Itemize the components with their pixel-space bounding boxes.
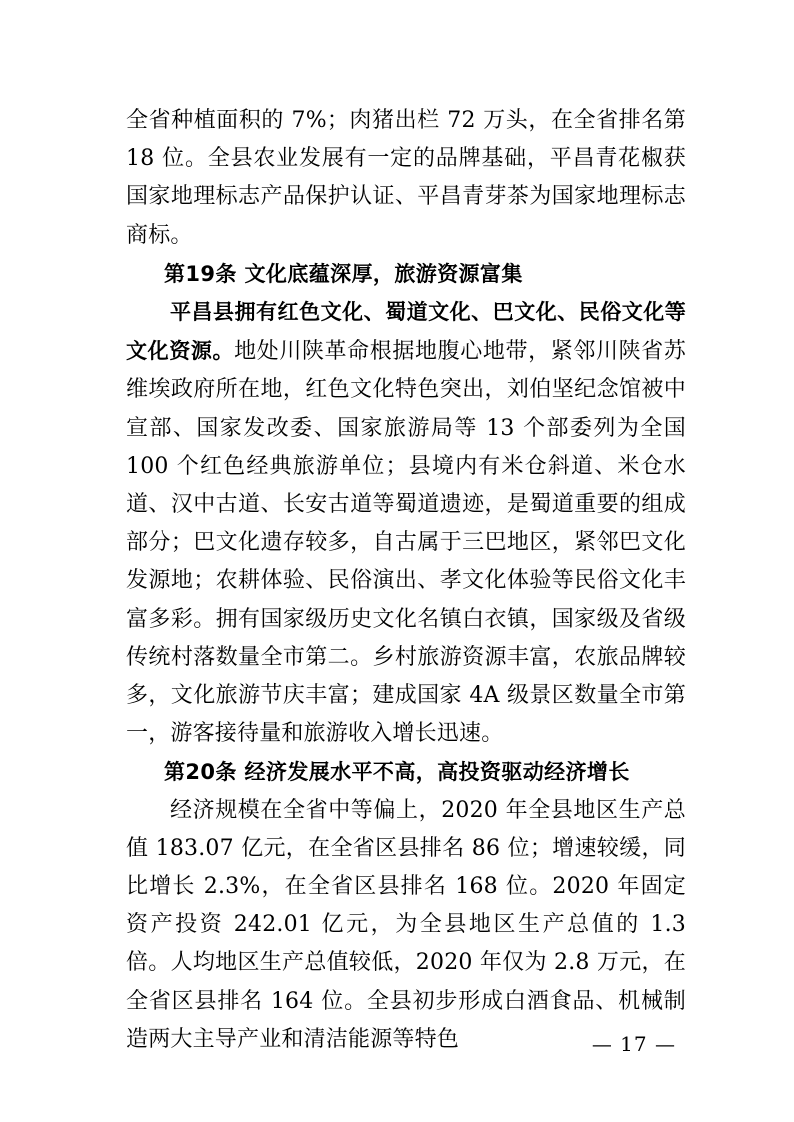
section-20-heading: 第20条 经济发展水平不高，高投资驱动经济增长: [164, 760, 630, 785]
page-number: — 17 —: [591, 1032, 676, 1056]
section-19-paragraph: [126, 293, 686, 753]
document-body: [126, 102, 686, 1059]
section-20-paragraph: 经济规模在全省中等偏上，2020 年全县地区生产总值 183.07 亿元，在全省区县排名 86 位；增速较缓，同比增长 2.3%，在全省区县排名 168 位。2020 年固定资产投资 242.01 亿元，为全县地区生产总值的 1.3 倍。人均地区生产总值较低，2020 年仅为 2.8 万元，在全省区县排名 164 位。全县初步形成白酒食品、机械制造两大主导产业和清洁能源等特色: [126, 797, 686, 1052]
section-19-lead: 平昌县拥有红色文化、蜀道文化、巴文化、民俗文化等文化资源。: [126, 300, 686, 364]
section-19-heading: 第19条 文化底蕴深厚，旅游资源富集: [164, 261, 523, 286]
section-19-body: 地处川陕革命根据地腹心地带，紧邻川陕省苏维埃政府所在地，红色文化特色突出，刘伯坚纪念馆被中宣部、国家发改委、国家旅游局等 13 个部委列为全国 100 个红色经典旅游单位；县境内有米仓斜道、米仓水道、汉中古道、长安古道等蜀道遗迹，是蜀道重要的组成部分；巴文化遗存较多，自古属于三巴地区，紧邻巴文化发源地；农耕体验、民俗演出、孝文化体验等民俗文化丰富多彩。拥有国家级历史文化名镇白衣镇，国家级及省级传统村落数量全市第二。乡村旅游资源丰富，农旅品牌较多，文化旅游节庆丰富；建成国家 4A 级景区数量全市第一，游客接待量和旅游收入增长迅速。: [126, 339, 686, 747]
continuation-paragraph: 全省种植面积的 7%；肉猪出栏 72 万头，在全省排名第 18 位。全县农业发展有一定的品牌基础，平昌青花椒获国家地理标志产品保护认证、平昌青芽茶为国家地理标志商标。: [126, 108, 686, 248]
